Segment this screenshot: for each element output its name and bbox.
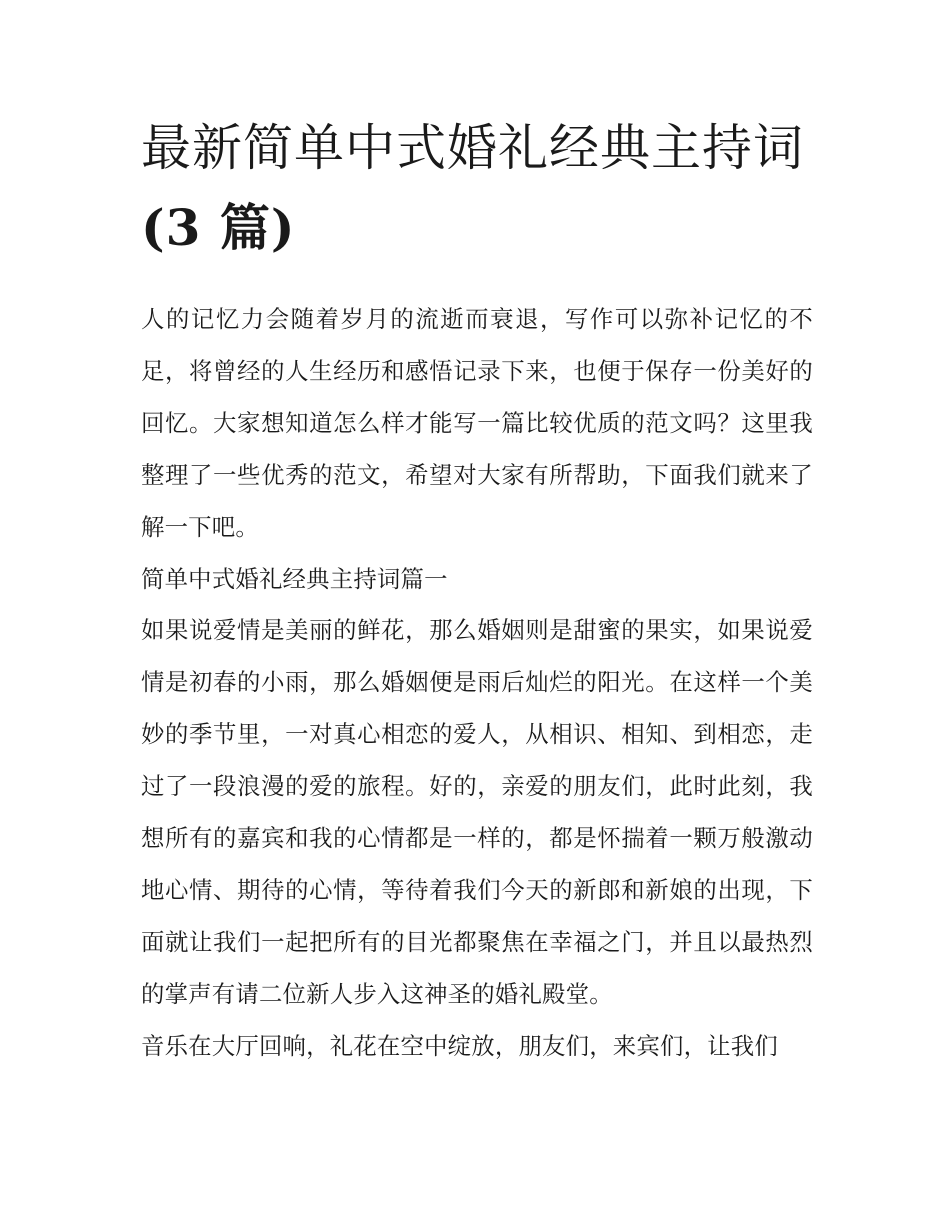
body-paragraph-2: 音乐在大厅回响，礼花在空中绽放，朋友们，来宾们，让我们	[141, 1031, 778, 1060]
title-line-2: (3 篇)	[141, 198, 296, 257]
document-title	[141, 0, 813, 268]
document-page	[141, 0, 813, 1073]
title-line-1: 最新简单中式婚礼经典主持词	[141, 119, 804, 177]
body-paragraph-1: 如果说爱情是美丽的鲜花，那么婚姻则是甜蜜的果实，如果说爱情是初春的小雨，那么婚姻便是雨后灿烂的阳光。在这样一个美妙的季节里，一对真心相恋的爱人，从相识、相知、到相恋，走过了一段浪漫的爱的旅程。好的，亲爱的朋友们，此时此刻，我想所有的嘉宾和我的心情都是一样的，都是怀揣着一颗万般激动地心情、期待的心情，等待着我们今天的新郎和新娘的出现，下面就让我们一起把所有的目光都聚焦在幸福之门，并且以最热烈的掌声有请二位新人步入这神圣的婚礼殿堂。	[141, 616, 813, 1008]
section-heading: 简单中式婚礼经典主持词篇一	[141, 564, 448, 593]
intro-paragraph: 人的记忆力会随着岁月的流逝而衰退，写作可以弥补记忆的不足，将曾经的人生经历和感悟记录下来，也便于保存一份美好的回忆。大家想知道怎么样才能写一篇比较优质的范文吗？这里我整理了一些优秀的范文，希望对大家有所帮助，下面我们就来了解一下吧。	[141, 305, 813, 541]
